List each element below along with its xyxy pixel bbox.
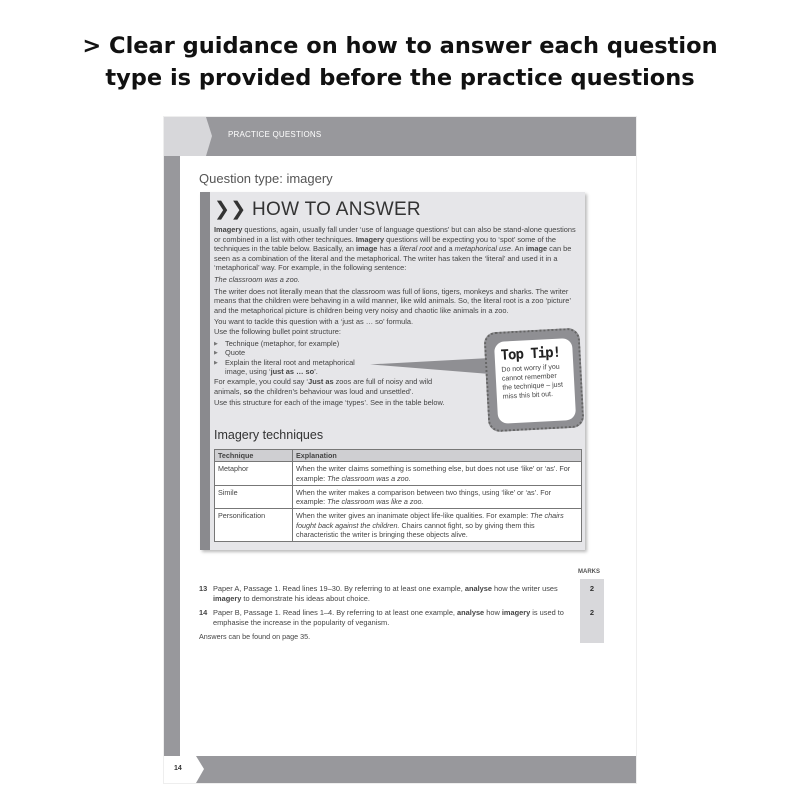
how-to-answer-title: ❯❯ HOW TO ANSWER	[214, 199, 421, 220]
promo-caption	[0, 30, 800, 94]
question-text: Paper A, Passage 1. Read lines 19–30. By referring to at least one example, analyse how the writer uses imagery to demonstrate his ideas about choice.	[213, 584, 558, 603]
bullet-item: ▶ Quote	[214, 348, 364, 358]
question-13	[199, 584, 569, 603]
paragraph: Imagery questions, again, usually fall under ‘use of language questions’ but can also be stand-alone questions or combined in a list with other techniques. Imagery questions will be expecting you to ‘spot’ some of the techniques in the table below. Basically, an image has a literal root and a metaphorical use. An image can be seen as a combination of the literal and the metaphorical. The writer has taken the ‘literal’ and used it in a ‘metaphorical’ way. For example, in the following sentence:	[214, 225, 576, 273]
marks-label: MARKS	[578, 569, 600, 575]
technique-cell: Personification	[215, 509, 293, 542]
how-to-text	[214, 225, 582, 410]
how-to-answer-box	[200, 192, 585, 550]
caption-line-1: > Clear guidance on how to answer each question	[82, 33, 718, 59]
explanation-cell: When the writer gives an inanimate object life-like qualities. For example: The chairs fought back against the children. Chairs cannot fight, so by giving them this characteristic the writer is bringing these objects alive.	[293, 509, 582, 542]
column-header: Explanation	[293, 450, 582, 462]
column-header: Technique	[215, 450, 293, 462]
paragraph: For example, you could say ‘Just as zoos are full of noisy and wild animals, so the children’s behaviour was loud and unsettled’.	[214, 376, 433, 396]
side-stripe	[164, 156, 180, 756]
section-title: PRACTICE QUESTIONS	[228, 130, 322, 139]
table-row	[215, 485, 582, 509]
question-text: Paper B, Passage 1. Read lines 1–4. By referring to at least one example, analyse how imagery is used to emphasise the increase in the popularity of veganism.	[213, 608, 564, 627]
paragraph: You want to tackle this question with a ‘just as … so’ formula.	[214, 317, 414, 327]
answers-note: Answers can be found on page 35.	[199, 632, 311, 641]
book-page	[164, 117, 636, 783]
example-sentence: The classroom was a zoo.	[214, 274, 300, 284]
table-row	[215, 462, 582, 486]
page-header	[164, 117, 636, 156]
bullet-list	[214, 339, 582, 377]
bullet-item: ▶ Technique (metaphor, for example)	[214, 339, 364, 349]
top-tip-text: Do not worry if you cannot remember the technique – just miss this bit out.	[501, 363, 564, 401]
question-14	[199, 608, 569, 627]
bullet-item: ▶ Explain the literal root and metaphorical image, using ‘just as … so’.	[214, 358, 364, 377]
question-number: 13	[199, 584, 208, 593]
page-footer	[164, 756, 636, 783]
technique-cell: Metaphor	[215, 462, 293, 486]
question-number: 14	[199, 608, 208, 617]
question-marks: 2	[589, 608, 595, 617]
question-marks: 2	[589, 584, 595, 593]
table-row	[215, 509, 582, 542]
question-type-heading: Question type: imagery	[199, 171, 333, 186]
paragraph: The writer does not literally mean that the classroom was full of lions, tigers, monkeys and sharks. The writer means that the children were behaving in a wild manner, like wild animals. So, the literal root is a zoo ‘picture’ and the metaphorical picture is children being very noisy and chaotic like animals in a zoo.	[214, 286, 571, 315]
imagery-techniques-heading: Imagery techniques	[214, 428, 324, 442]
techniques-table	[214, 449, 582, 542]
table-header-row	[215, 450, 582, 462]
paragraph: Use the following bullet point structure:	[214, 326, 341, 336]
box-accent-bar	[200, 192, 210, 550]
header-tab	[164, 117, 212, 156]
caption-line-2: type is provided before the practice questions	[105, 65, 695, 91]
page-number: 14	[174, 765, 182, 772]
explanation-cell: When the writer makes a comparison between two things, using ‘like’ or ‘as’. For example: The classroom was like a zoo.	[293, 485, 582, 509]
explanation-cell: When the writer claims something is something else, but does not use ‘like’ or ‘as’. For example: The classroom was a zoo.	[293, 462, 582, 486]
paragraph: Use this structure for each of the image ‘types’. See in the table below.	[214, 398, 445, 408]
technique-cell: Simile	[215, 485, 293, 509]
footer-tab	[164, 756, 204, 783]
top-tip-title: Top Tip!	[500, 344, 561, 364]
